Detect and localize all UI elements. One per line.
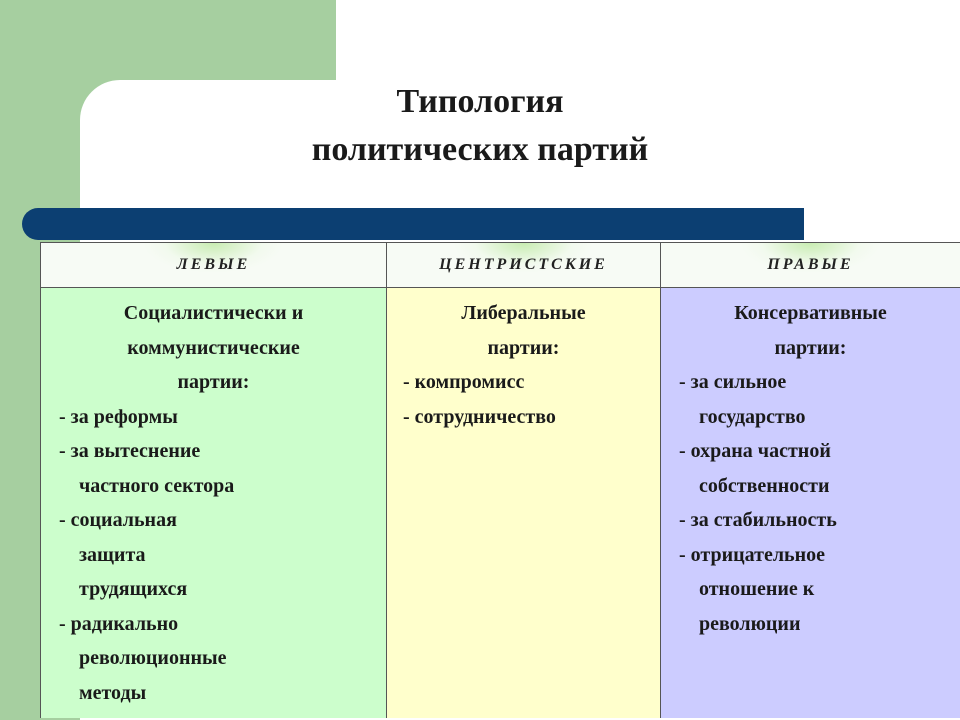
list-item-continuation: революции <box>699 612 801 635</box>
list-item-continuation: революционные <box>79 647 227 669</box>
list-item: - сотрудничество <box>403 405 556 428</box>
column-heading-line: партии: <box>774 336 847 359</box>
list-item-continuation: методы <box>79 681 147 704</box>
list-item: - компромисс <box>403 371 525 393</box>
list-item: - радикально <box>59 612 179 635</box>
list-item-continuation: собственности <box>699 474 830 497</box>
list-item: - отрицательное <box>679 543 826 566</box>
column-body-right <box>661 288 960 718</box>
column-header-right: ПРАВЫЕ <box>661 242 960 288</box>
column-header-centrist: ЦЕНТРИСТСКИЕ <box>387 242 660 288</box>
slide-title <box>200 78 760 174</box>
column-heading-line: Социалистически и <box>123 302 304 324</box>
column-body-centrist <box>387 288 660 718</box>
list-item-continuation: частного сектора <box>79 474 235 497</box>
column-body-left <box>41 288 386 718</box>
column-heading-line: партии: <box>177 371 250 393</box>
column-heading-line: Консервативные <box>734 302 887 324</box>
column-left-parties <box>40 242 386 718</box>
list-item: - охрана частной <box>679 440 831 462</box>
list-item: - за вытеснение <box>59 440 201 462</box>
list-item-continuation: государство <box>699 405 806 428</box>
list-item-continuation: трудящихся <box>79 578 188 600</box>
decorative-blue-bar <box>22 208 804 240</box>
list-item-continuation: защита <box>79 543 146 566</box>
list-item: - за реформы <box>59 405 178 428</box>
column-header-left: ЛЕВЫЕ <box>41 242 386 288</box>
column-heading-line: Либеральные <box>461 302 586 324</box>
column-heading-line: партии: <box>487 336 560 359</box>
column-right-parties <box>660 242 960 718</box>
party-typology-table <box>40 242 960 718</box>
slide-title-line1: Типология <box>396 83 564 120</box>
list-item: - социальная <box>59 509 177 531</box>
list-item: - за сильное <box>679 371 787 393</box>
slide-title-line2: политических партий <box>311 131 649 168</box>
list-item-continuation: отношение к <box>699 578 815 600</box>
list-item: - за стабильность <box>679 509 837 531</box>
column-heading-line: коммунистические <box>127 336 300 359</box>
column-centrist-parties <box>386 242 660 718</box>
